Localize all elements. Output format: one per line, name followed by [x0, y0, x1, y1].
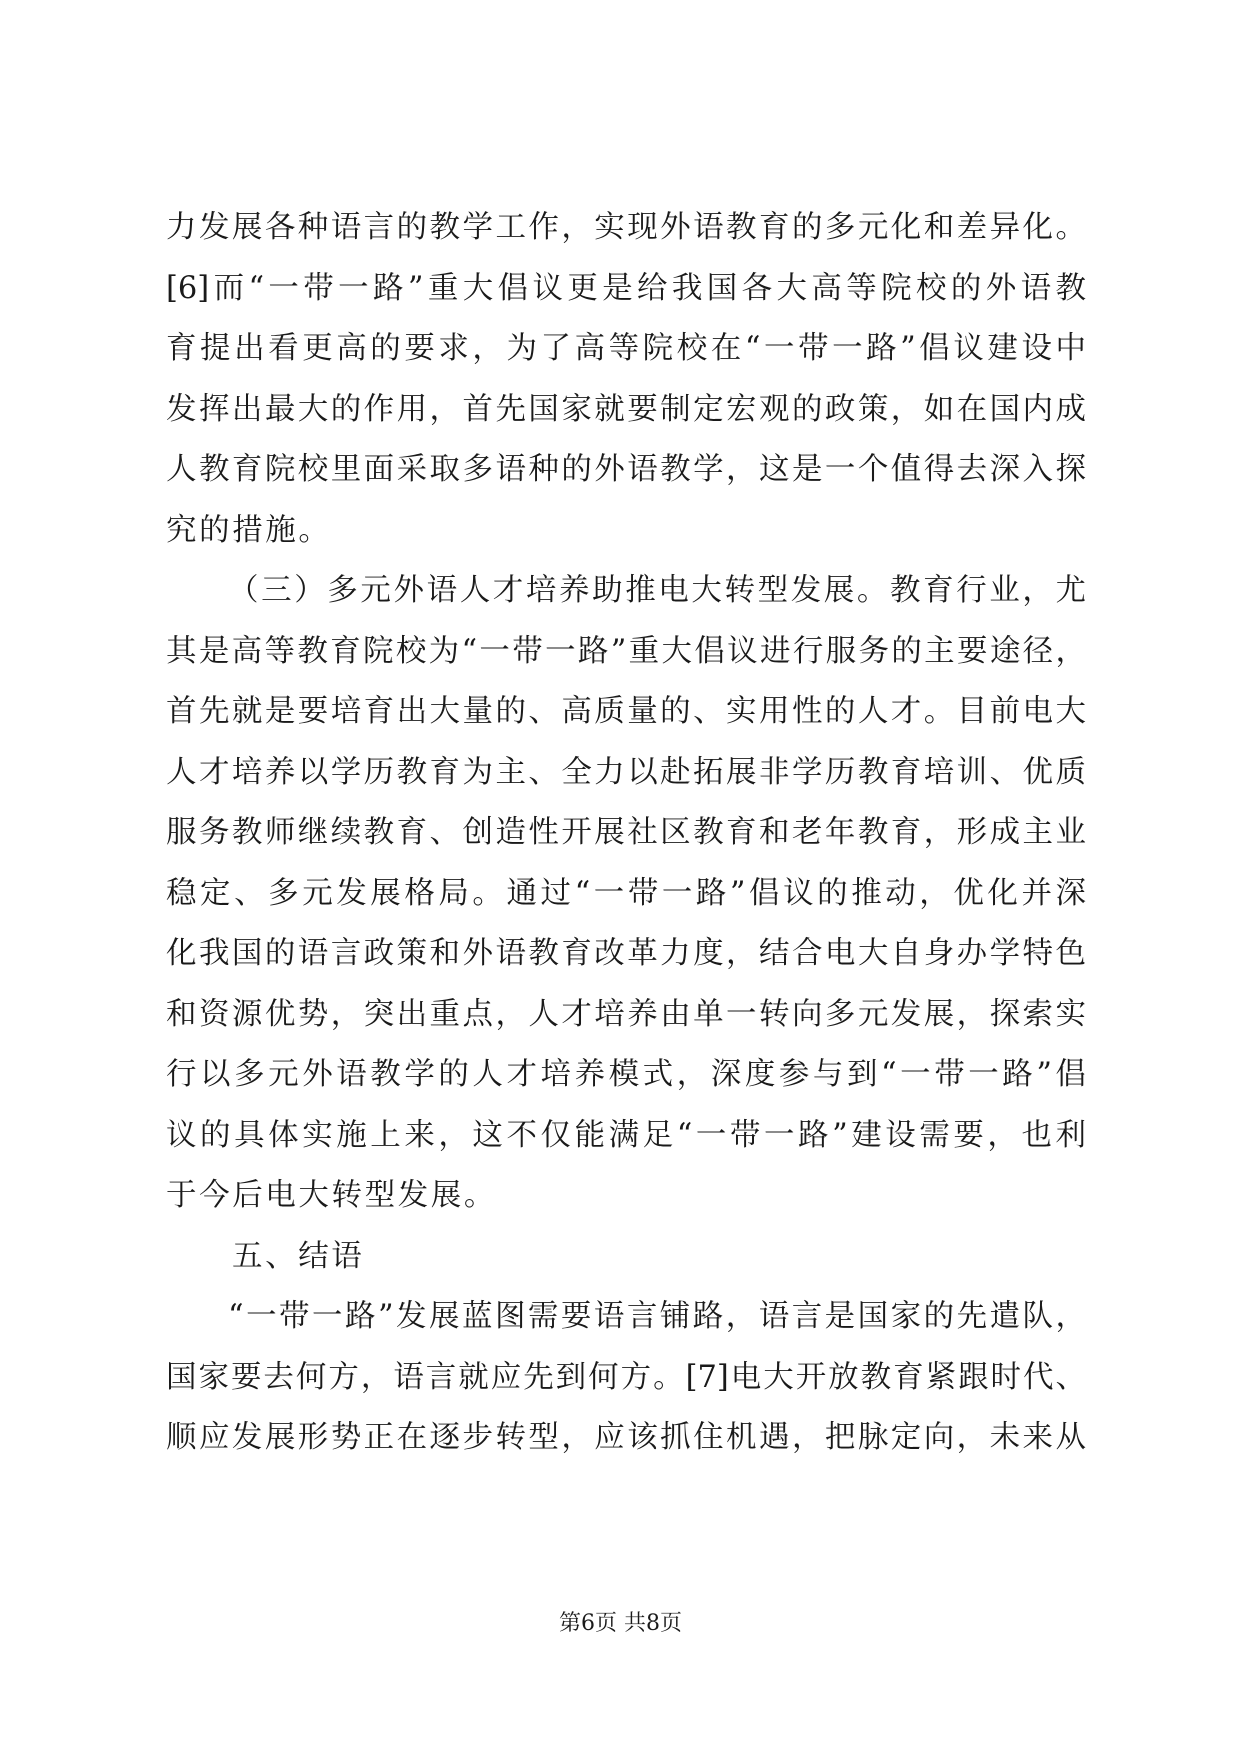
- text-line: 究的措施。: [166, 512, 332, 548]
- text-line: 国家要去何方，语言就应先到何方。[7]电大开放教育紧跟时代、: [166, 1359, 1086, 1395]
- document-body: [166, 198, 1086, 1469]
- text-line: 稳定、多元发展格局。通过“一带一路”倡议的推动，优化并深: [166, 875, 1086, 911]
- text-line: 人才培养以学历教育为主、全力以赴拓展非学历教育培训、优质: [166, 754, 1086, 790]
- page-number-footer: 第6页 共8页: [559, 1611, 682, 1636]
- text-line: 其是高等教育院校为“一带一路”重大倡议进行服务的主要途径，: [166, 633, 1086, 669]
- text-line: [6]而“一带一路”重大倡议更是给我国各大高等院校的外语教: [166, 270, 1086, 306]
- text-line: 议的具体实施上来，这不仅能满足“一带一路”建设需要，也利: [166, 1117, 1086, 1153]
- text-line: 顺应发展形势正在逐步转型，应该抓住机遇，把脉定向，未来从: [166, 1420, 1086, 1455]
- text-line: 服务教师继续教育、创造性开展社区教育和老年教育，形成主业: [166, 815, 1086, 850]
- text-line: 首先就是要培育出大量的、高质量的、实用性的人才。目前电大: [166, 694, 1086, 729]
- text-line: 化我国的语言政策和外语教育改革力度，结合电大自身办学特色: [166, 936, 1086, 971]
- text-line: 行以多元外语教学的人才培养模式，深度参与到“一带一路”倡: [166, 1057, 1086, 1092]
- text-line: 于今后电大转型发展。: [166, 1178, 497, 1213]
- text-line: 育提出看更高的要求，为了高等院校在“一带一路”倡议建设中: [166, 331, 1086, 366]
- text-line: 人教育院校里面采取多语种的外语教学，这是一个值得去深入探: [166, 452, 1086, 487]
- text-line: 和资源优势，突出重点，人才培养由单一转向多元发展，探索实: [166, 996, 1086, 1032]
- paragraph-start-line: （三）多元外语人才培养助推电大转型发展。教育行业，尤: [228, 573, 1086, 608]
- section-heading: 五、结语: [232, 1238, 365, 1274]
- paragraph-start-line: “一带一路”发展蓝图需要语言铺路，语言是国家的先遣队，: [228, 1299, 1086, 1334]
- text-line: 力发展各种语言的教学工作，实现外语教育的多元化和差异化。: [166, 210, 1086, 245]
- text-line: 发挥出最大的作用，首先国家就要制定宏观的政策，如在国内成: [166, 391, 1086, 427]
